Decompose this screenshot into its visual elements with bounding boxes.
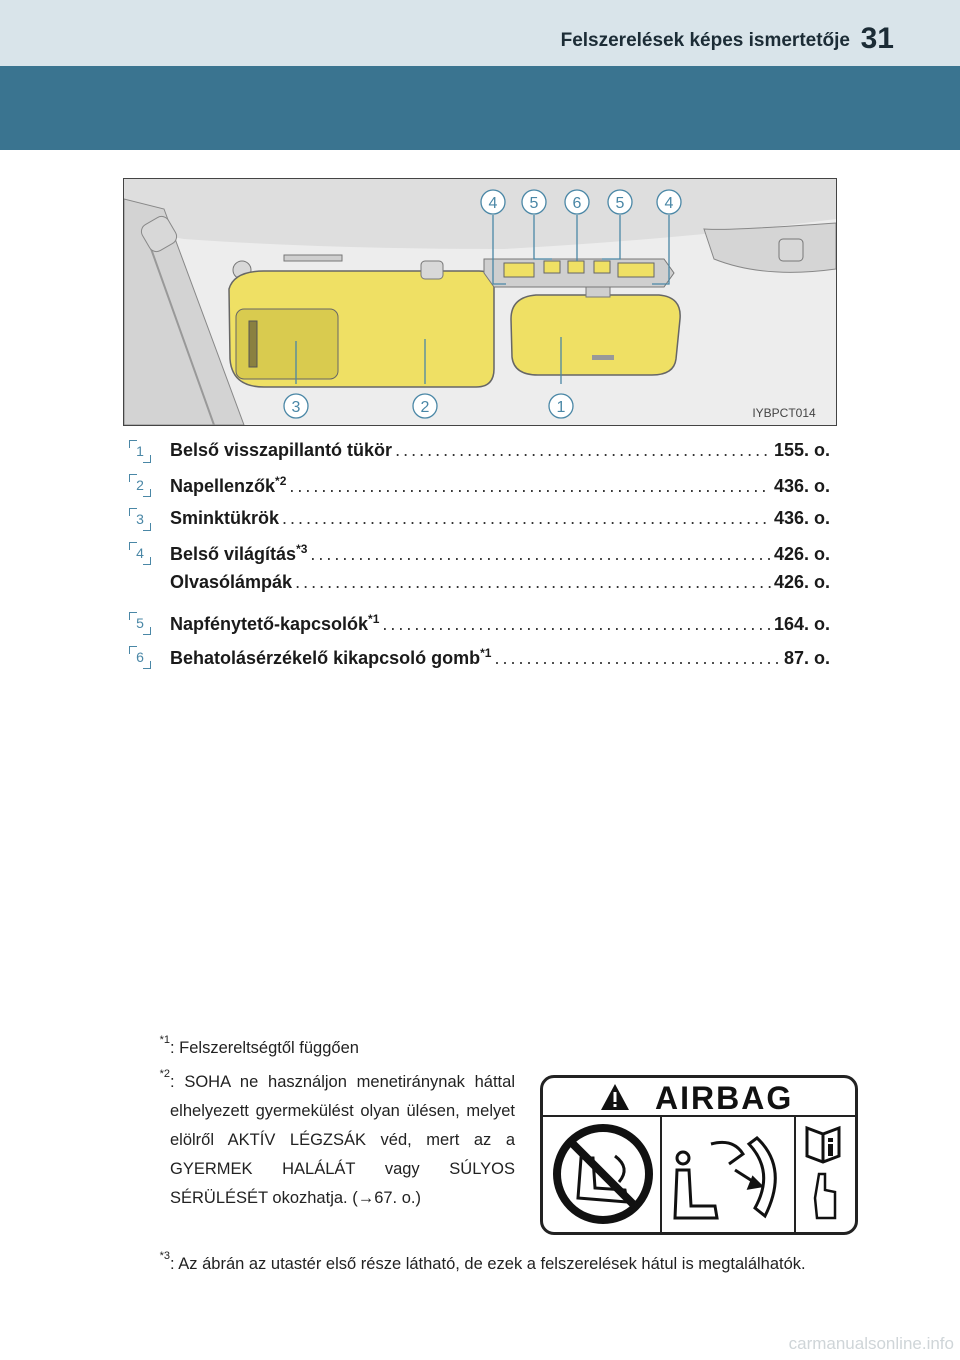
list-item [130,644,830,678]
callout-label: 3 [291,399,301,416]
no-child-seat-icon [557,1128,649,1220]
footnote-text: : Az ábrán az utastér első része látható, de ezek a felszerelések hátul is megtalálhatók. [170,1255,806,1273]
item-number: 3 [130,509,150,530]
footnote-ref: *1 [480,646,492,660]
item-page-ref[interactable]: 436. o. [773,476,830,496]
section-title: Felszerelések képes ismertetője [560,30,850,51]
footnote-ref: *2 [275,474,287,488]
list-item [130,574,830,610]
item-label: Belső visszapillantó tükör [170,440,393,460]
item-page-ref[interactable]: 164. o. [773,614,830,634]
item-label: Olvasólámpák [170,572,293,592]
callout-label: 6 [572,195,582,212]
item-page-ref[interactable]: 436. o. [773,508,830,528]
list-item [130,540,830,574]
footnote-mark: *1 [159,1034,170,1046]
footnote-mark: *3 [159,1250,170,1262]
callout-label: 2 [420,399,430,416]
feature-list [130,438,830,678]
item-number: 6 [130,647,150,668]
page-number: 31 [860,22,894,55]
airbag-title: AIRBAG [655,1080,794,1116]
airbag-warning-label [540,1075,858,1235]
item-page-ref[interactable]: 155. o. [773,440,830,460]
list-item [130,506,830,540]
item-number: 2 [130,475,150,496]
item-label: Belső világítás [170,544,297,564]
footnote-ref: *1 [368,612,380,626]
item-number: 1 [130,441,150,462]
manual-icon [807,1128,839,1218]
footnote-text: : Felszereltségtől függően [170,1039,359,1057]
item-page-ref[interactable]: 87. o. [783,648,830,668]
list-item [130,438,830,472]
callout-label: 4 [488,195,498,212]
item-label: Sminktükrök [170,508,280,528]
list-item [130,472,830,506]
item-page-ref[interactable]: 426. o. [773,572,830,592]
footnote-text: : SOHA ne használjon menetiránynak háttal elhelyezett gyermekülést olyan ülésen, melyet elölről AKTÍV LÉGZSÁK véd, mert az a GYERMEK HALÁLÁT vagy SÚLYOS SÉRÜLÉSÉT okozhatja. (→67. o.) [170,1073,515,1207]
item-number: 4 [130,543,150,564]
footnote-mark: *2 [159,1068,170,1080]
callout-label: 5 [615,195,625,212]
footnote-ref: *3 [296,542,308,556]
item-label: Behatolásérzékelő kikapcsoló gomb [170,648,481,668]
header-band [0,66,960,150]
callout-label: 4 [664,195,674,212]
airbag-deploy-icon [675,1138,775,1218]
list-item [130,610,830,644]
page-header [0,0,960,66]
figure-code: IYBPCT014 [752,406,816,420]
watermark-url: carmanualsonline.info [788,1334,954,1353]
item-page-ref[interactable]: 426. o. [773,544,830,564]
item-number: 5 [130,613,150,634]
callout-label: 1 [556,399,566,416]
callout-label: 5 [529,195,539,212]
interior-drawing [124,179,836,425]
item-label: Napfénytető-kapcsolók [170,614,369,634]
item-label: Napellenzők [170,476,276,496]
interior-illustration [123,178,837,426]
